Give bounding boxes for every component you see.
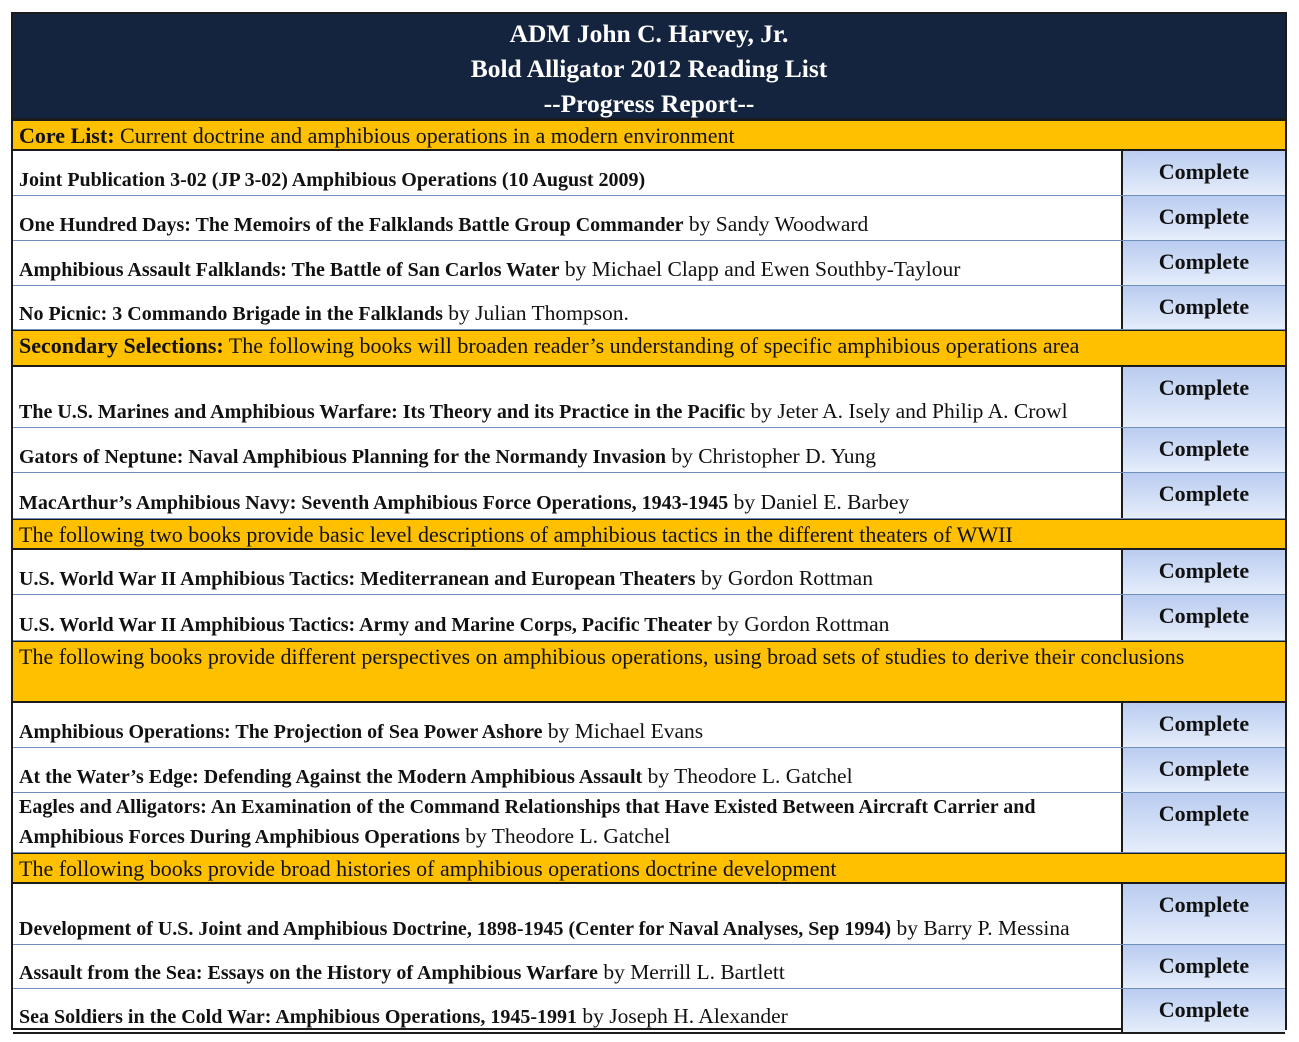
book-author: by Gordon Rottman [712, 612, 890, 636]
book-cell [13, 367, 1121, 427]
reading-list-table [11, 12, 1287, 1030]
table-body [13, 120, 1285, 1034]
book-row [13, 989, 1285, 1034]
status-complete: Complete [1121, 196, 1285, 240]
book-cell [13, 428, 1121, 472]
book-title: Gators of Neptune: Naval Amphibious Planning for the Normandy Invasion [19, 446, 666, 468]
section-header [13, 330, 1285, 367]
book-cell [13, 196, 1121, 240]
title-line-report: --Progress Report-- [543, 89, 755, 118]
status-complete: Complete [1121, 884, 1285, 944]
book-title: The U.S. Marines and Amphibious Warfare: Its Theory and its Practice in the Pacific [19, 401, 746, 423]
book-cell [13, 945, 1121, 988]
book-cell [13, 989, 1121, 1032]
book-title: Development of U.S. Joint and Amphibious Doctrine, 1898-1945 (Center for Naval Analyses, Sep 1994) [19, 918, 892, 940]
title-banner [13, 14, 1285, 120]
section-header [13, 853, 1285, 884]
title-line-admiral: ADM John C. Harvey, Jr. [509, 19, 789, 48]
book-row [13, 595, 1285, 641]
status-complete: Complete [1121, 703, 1285, 747]
book-cell [13, 473, 1121, 518]
book-row [13, 367, 1285, 428]
book-title: Eagles and Alligators: An Examination of the Command Relationships that Have Existed Between Aircraft Carrier and Amphibious Forces During Amphibious Operations [19, 796, 1036, 848]
book-title: No Picnic: 3 Commando Brigade in the Falklands [19, 303, 443, 325]
book-cell [13, 793, 1121, 852]
book-row [13, 703, 1285, 748]
book-row [13, 748, 1285, 793]
section-header [13, 641, 1285, 703]
book-row [13, 473, 1285, 519]
status-complete: Complete [1121, 367, 1285, 427]
book-title: Amphibious Assault Falklands: The Battle of San Carlos Water [19, 259, 560, 281]
status-complete: Complete [1121, 428, 1285, 472]
book-title: At the Water’s Edge: Defending Against the Modern Amphibious Assault [19, 766, 643, 788]
book-author: by Daniel E. Barbey [728, 490, 910, 514]
status-complete: Complete [1121, 595, 1285, 640]
book-author: by Michael Clapp and Ewen Southby-Taylour [559, 257, 961, 281]
section-description: Current doctrine and amphibious operations in a modern environment [114, 123, 735, 148]
section-label: Secondary Selections: [19, 333, 224, 358]
book-author: by Christopher D. Yung [665, 444, 876, 468]
section-header [13, 519, 1285, 550]
status-complete: Complete [1121, 286, 1285, 329]
book-author: by Barry P. Messina [891, 916, 1070, 940]
book-author: by Michael Evans [542, 719, 704, 743]
status-complete: Complete [1121, 550, 1285, 594]
book-cell [13, 550, 1121, 594]
book-author: by Gordon Rottman [695, 566, 873, 590]
section-description: The following books will broaden reader’s understanding of specific amphibious operations area [223, 333, 1080, 358]
book-row [13, 550, 1285, 595]
book-title: U.S. World War II Amphibious Tactics: Mediterranean and European Theaters [19, 568, 696, 590]
book-author: by Julian Thompson. [442, 301, 629, 325]
status-complete: Complete [1121, 748, 1285, 792]
book-row [13, 196, 1285, 241]
book-cell [13, 595, 1121, 640]
status-complete: Complete [1121, 151, 1285, 195]
book-cell [13, 286, 1121, 329]
book-author: by Theodore L. Gatchel [459, 824, 671, 848]
book-author: by Jeter A. Isely and Philip A. Crowl [745, 399, 1068, 423]
status-complete: Complete [1121, 945, 1285, 988]
book-cell [13, 884, 1121, 944]
section-description: The following two books provide basic level descriptions of amphibious tactics in the different theaters of WWII [19, 522, 1013, 547]
status-complete: Complete [1121, 241, 1285, 285]
book-cell [13, 703, 1121, 747]
book-title: Assault from the Sea: Essays on the History of Amphibious Warfare [19, 962, 598, 984]
section-description: The following books provide broad histories of amphibious operations doctrine development [19, 856, 837, 881]
book-title: MacArthur’s Amphibious Navy: Seventh Amphibious Force Operations, 1943-1945 [19, 492, 729, 514]
book-author: by Theodore L. Gatchel [642, 764, 853, 788]
section-label: Core List: [19, 123, 115, 148]
status-complete: Complete [1121, 793, 1285, 852]
book-title: U.S. World War II Amphibious Tactics: Army and Marine Corps, Pacific Theater [19, 614, 713, 636]
section-description: The following books provide different perspectives on amphibious operations, using broad sets of studies to derive their conclusions [19, 644, 1185, 669]
book-author: by Sandy Woodward [683, 212, 869, 236]
book-row [13, 286, 1285, 330]
book-row [13, 241, 1285, 286]
book-row [13, 428, 1285, 473]
book-cell [13, 748, 1121, 792]
title-line-list: Bold Alligator 2012 Reading List [470, 54, 828, 83]
section-header [13, 120, 1285, 151]
book-row [13, 945, 1285, 989]
book-author: by Merrill L. Bartlett [597, 960, 785, 984]
book-title: One Hundred Days: The Memoirs of the Falklands Battle Group Commander [19, 214, 684, 236]
status-complete: Complete [1121, 989, 1285, 1032]
book-title: Amphibious Operations: The Projection of Sea Power Ashore [19, 721, 543, 743]
book-row [13, 151, 1285, 196]
book-cell [13, 151, 1121, 195]
book-title: Sea Soldiers in the Cold War: Amphibious Operations, 1945-1991 [19, 1006, 578, 1028]
book-row [13, 884, 1285, 945]
book-title: Joint Publication 3-02 (JP 3-02) Amphibious Operations (10 August 2009) [19, 169, 646, 191]
book-cell [13, 241, 1121, 285]
book-author: by Joseph H. Alexander [577, 1004, 788, 1028]
book-row [13, 793, 1285, 853]
status-complete: Complete [1121, 473, 1285, 518]
